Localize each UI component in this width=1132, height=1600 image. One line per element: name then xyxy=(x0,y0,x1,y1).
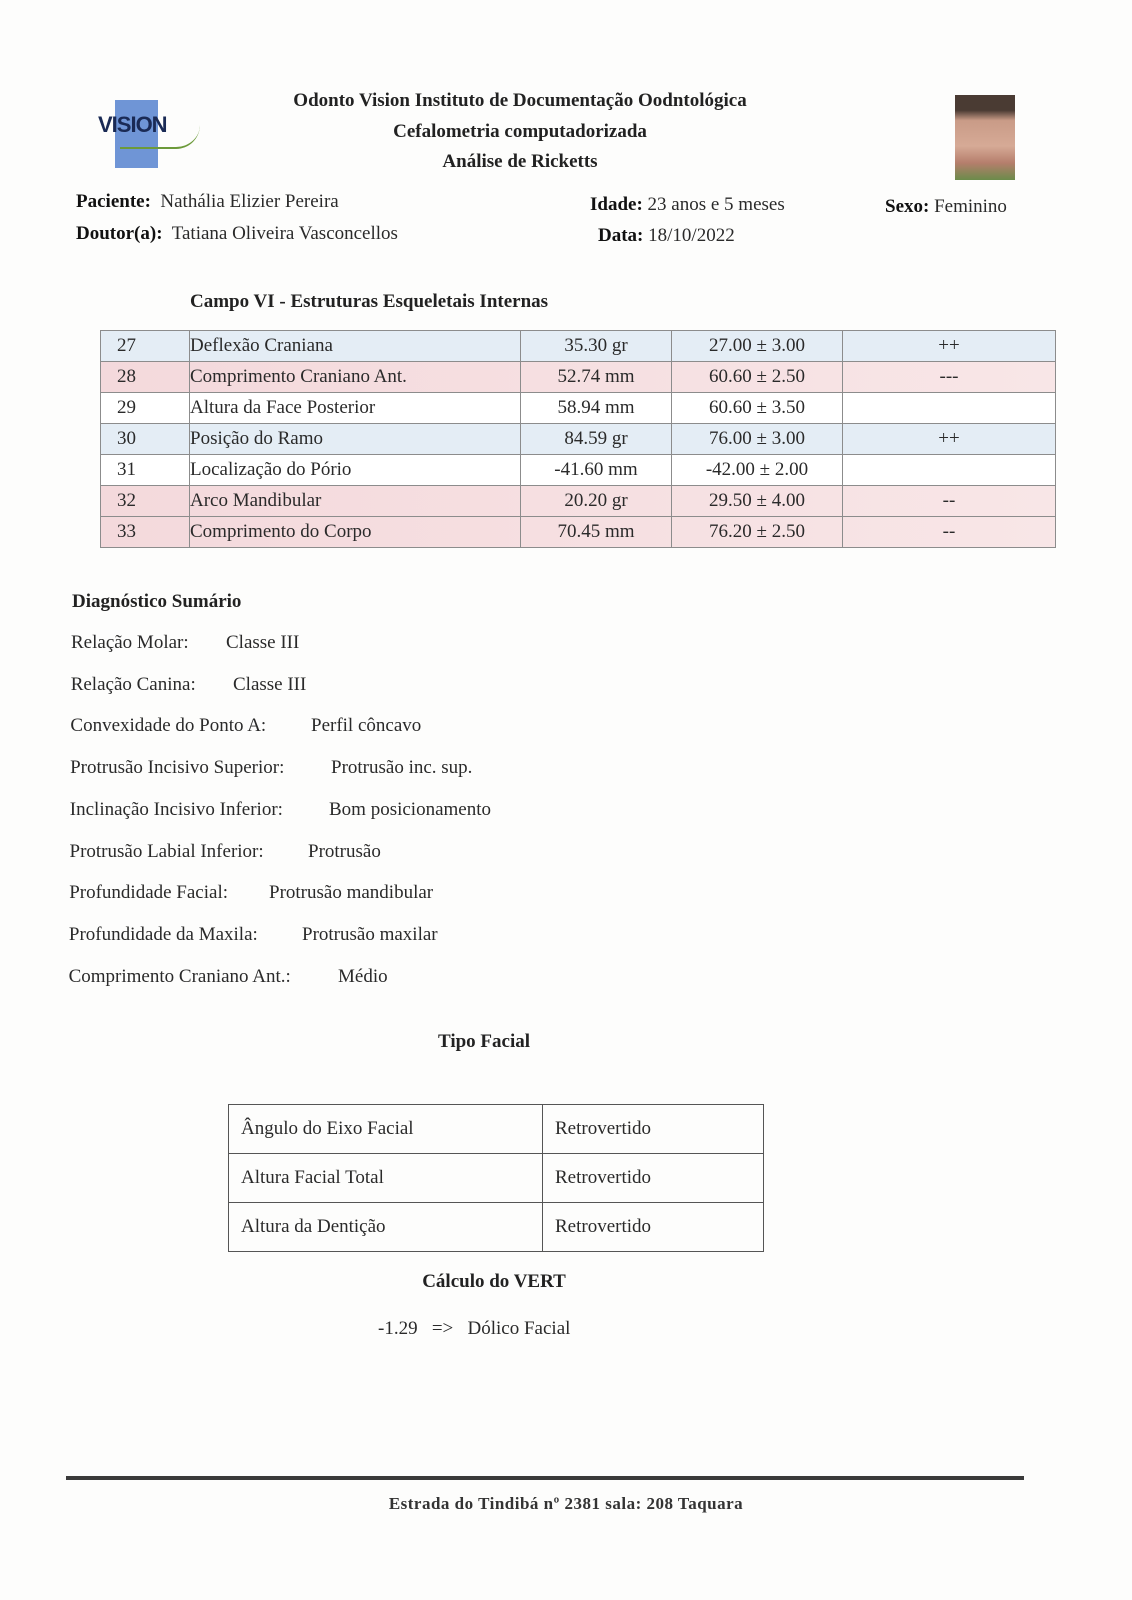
age-field: Idade: 23 anos e 5 meses xyxy=(590,194,785,215)
deviation-flag: -- xyxy=(843,486,1056,517)
footer-divider xyxy=(66,1476,1024,1480)
vert-value: -1.29 xyxy=(378,1318,418,1339)
measure-name: Arco Mandibular xyxy=(190,486,521,517)
row-number: 33 xyxy=(101,517,190,548)
campo-row xyxy=(101,486,1056,517)
tipo-facial-label: Ângulo do Eixo Facial xyxy=(229,1105,543,1154)
date-value: 18/10/2022 xyxy=(648,225,735,246)
diagnostico-value: Perfil côncavo xyxy=(311,715,422,737)
tipo-facial-row xyxy=(229,1203,764,1252)
date-field: Data: 18/10/2022 xyxy=(598,225,735,246)
tipo-facial-value: Retrovertido xyxy=(543,1203,764,1252)
diagnostico-value: Médio xyxy=(338,965,388,987)
tipo-facial-value: Retrovertido xyxy=(543,1154,764,1203)
norm-value: 60.60 ± 3.50 xyxy=(672,393,843,424)
diagnostico-label: Protrusão Incisivo Superior: xyxy=(70,757,285,779)
row-number: 30 xyxy=(101,424,190,455)
measure-name: Posição do Ramo xyxy=(190,424,521,455)
norm-value: 60.60 ± 2.50 xyxy=(672,362,843,393)
tipo-facial-value: Retrovertido xyxy=(543,1105,764,1154)
measured-value: 84.59 gr xyxy=(521,424,672,455)
measured-value: 70.45 mm xyxy=(521,517,672,548)
campo-row xyxy=(101,393,1056,424)
measured-value: 20.20 gr xyxy=(521,486,672,517)
doctor-name: Tatiana Oliveira Vasconcellos xyxy=(171,223,398,244)
diagnostico-label: Convexidade do Ponto A: xyxy=(70,715,267,737)
campo-table xyxy=(100,330,1056,548)
measured-value: 52.74 mm xyxy=(521,362,672,393)
diagnostico-label: Inclinação Incisivo Inferior: xyxy=(69,798,283,820)
tipo-facial-label: Altura Facial Total xyxy=(229,1154,543,1203)
campo-row xyxy=(101,424,1056,455)
diagnostico-label: Profundidade Facial: xyxy=(69,882,229,904)
deviation-flag: --- xyxy=(843,362,1056,393)
tipo-facial-row xyxy=(229,1154,764,1203)
diagnostico-value: Classe III xyxy=(226,632,300,653)
document-subtitle: Cefalometria computadorizada xyxy=(393,121,647,142)
norm-value: 76.00 ± 3.00 xyxy=(672,424,843,455)
diagnostico-label: Comprimento Craniano Ant.: xyxy=(68,965,291,987)
diagnostico-value: Protrusão inc. sup. xyxy=(331,757,473,779)
deviation-flag: -- xyxy=(843,517,1056,548)
measure-name: Localização do Pório xyxy=(190,455,521,486)
campo-row xyxy=(101,517,1056,548)
row-number: 28 xyxy=(101,362,190,393)
patient-field: Paciente: Nathália Elizier Pereira xyxy=(76,191,339,212)
diagnostico-value: Protrusão maxilar xyxy=(302,923,438,945)
measured-value: 58.94 mm xyxy=(521,393,672,424)
row-number: 31 xyxy=(101,455,190,486)
doctor-field: Doutor(a): Tatiana Oliveira Vasconcellos xyxy=(76,223,398,244)
campo-title: Campo VI - Estruturas Esqueletais Internas xyxy=(190,291,549,312)
diagnostico-value: Classe III xyxy=(233,673,307,695)
analysis-title: Análise de Ricketts xyxy=(442,151,598,172)
measure-name: Deflexão Craniana xyxy=(190,331,521,362)
deviation-flag: ++ xyxy=(843,424,1056,455)
diagnostico-label: Protrusão Labial Inferior: xyxy=(69,840,264,862)
norm-value: 29.50 ± 4.00 xyxy=(672,486,843,517)
campo-row xyxy=(101,331,1056,362)
measure-name: Comprimento Craniano Ant. xyxy=(190,362,521,393)
vert-arrow: => xyxy=(431,1318,454,1339)
logo-text: VISION xyxy=(98,112,167,137)
vert-result xyxy=(378,1318,570,1340)
row-number: 29 xyxy=(101,393,190,424)
deviation-flag xyxy=(843,455,1056,486)
diagnostico-value: Bom posicionamento xyxy=(329,798,492,820)
tipo-facial-label: Altura da Dentição xyxy=(229,1203,543,1252)
sex-field: Sexo: Feminino xyxy=(885,196,1007,217)
measure-name: Altura da Face Posterior xyxy=(190,393,521,424)
diagnostico-label: Relação Molar: xyxy=(71,632,189,653)
row-number: 27 xyxy=(101,331,190,362)
institute-title: Odonto Vision Instituto de Documentação Oodntológica xyxy=(293,90,747,111)
patient-photo xyxy=(955,95,1015,180)
diagnostico-value: Protrusão xyxy=(308,840,381,862)
row-number: 32 xyxy=(101,486,190,517)
campo-row xyxy=(101,362,1056,393)
measure-name: Comprimento do Corpo xyxy=(190,517,521,548)
diagnostico-title: Diagnóstico Sumário xyxy=(72,591,242,612)
deviation-flag: ++ xyxy=(843,331,1056,362)
vert-title: Cálculo do VERT xyxy=(422,1271,566,1292)
norm-value: 27.00 ± 3.00 xyxy=(672,331,843,362)
sex-value: Feminino xyxy=(934,196,1007,217)
diagnostico-label: Profundidade da Maxila: xyxy=(68,923,258,945)
age-value: 23 anos e 5 meses xyxy=(647,194,785,215)
vert-classification: Dólico Facial xyxy=(467,1318,571,1339)
deviation-flag xyxy=(843,393,1056,424)
measured-value: -41.60 mm xyxy=(521,455,672,486)
measured-value: 35.30 gr xyxy=(521,331,672,362)
norm-value: 76.20 ± 2.50 xyxy=(672,517,843,548)
diagnostico-value: Protrusão mandibular xyxy=(269,882,434,904)
diagnostico-label: Relação Canina: xyxy=(70,673,196,695)
norm-value: -42.00 ± 2.00 xyxy=(672,455,843,486)
tipo-facial-table xyxy=(228,1104,764,1252)
patient-name: Nathália Elizier Pereira xyxy=(160,191,339,212)
campo-row xyxy=(101,455,1056,486)
footer-address: Estrada do Tindibá nº 2381 sala: 208 Taquara xyxy=(388,1494,744,1513)
tipo-facial-title: Tipo Facial xyxy=(437,1031,531,1052)
tipo-facial-row xyxy=(229,1105,764,1154)
